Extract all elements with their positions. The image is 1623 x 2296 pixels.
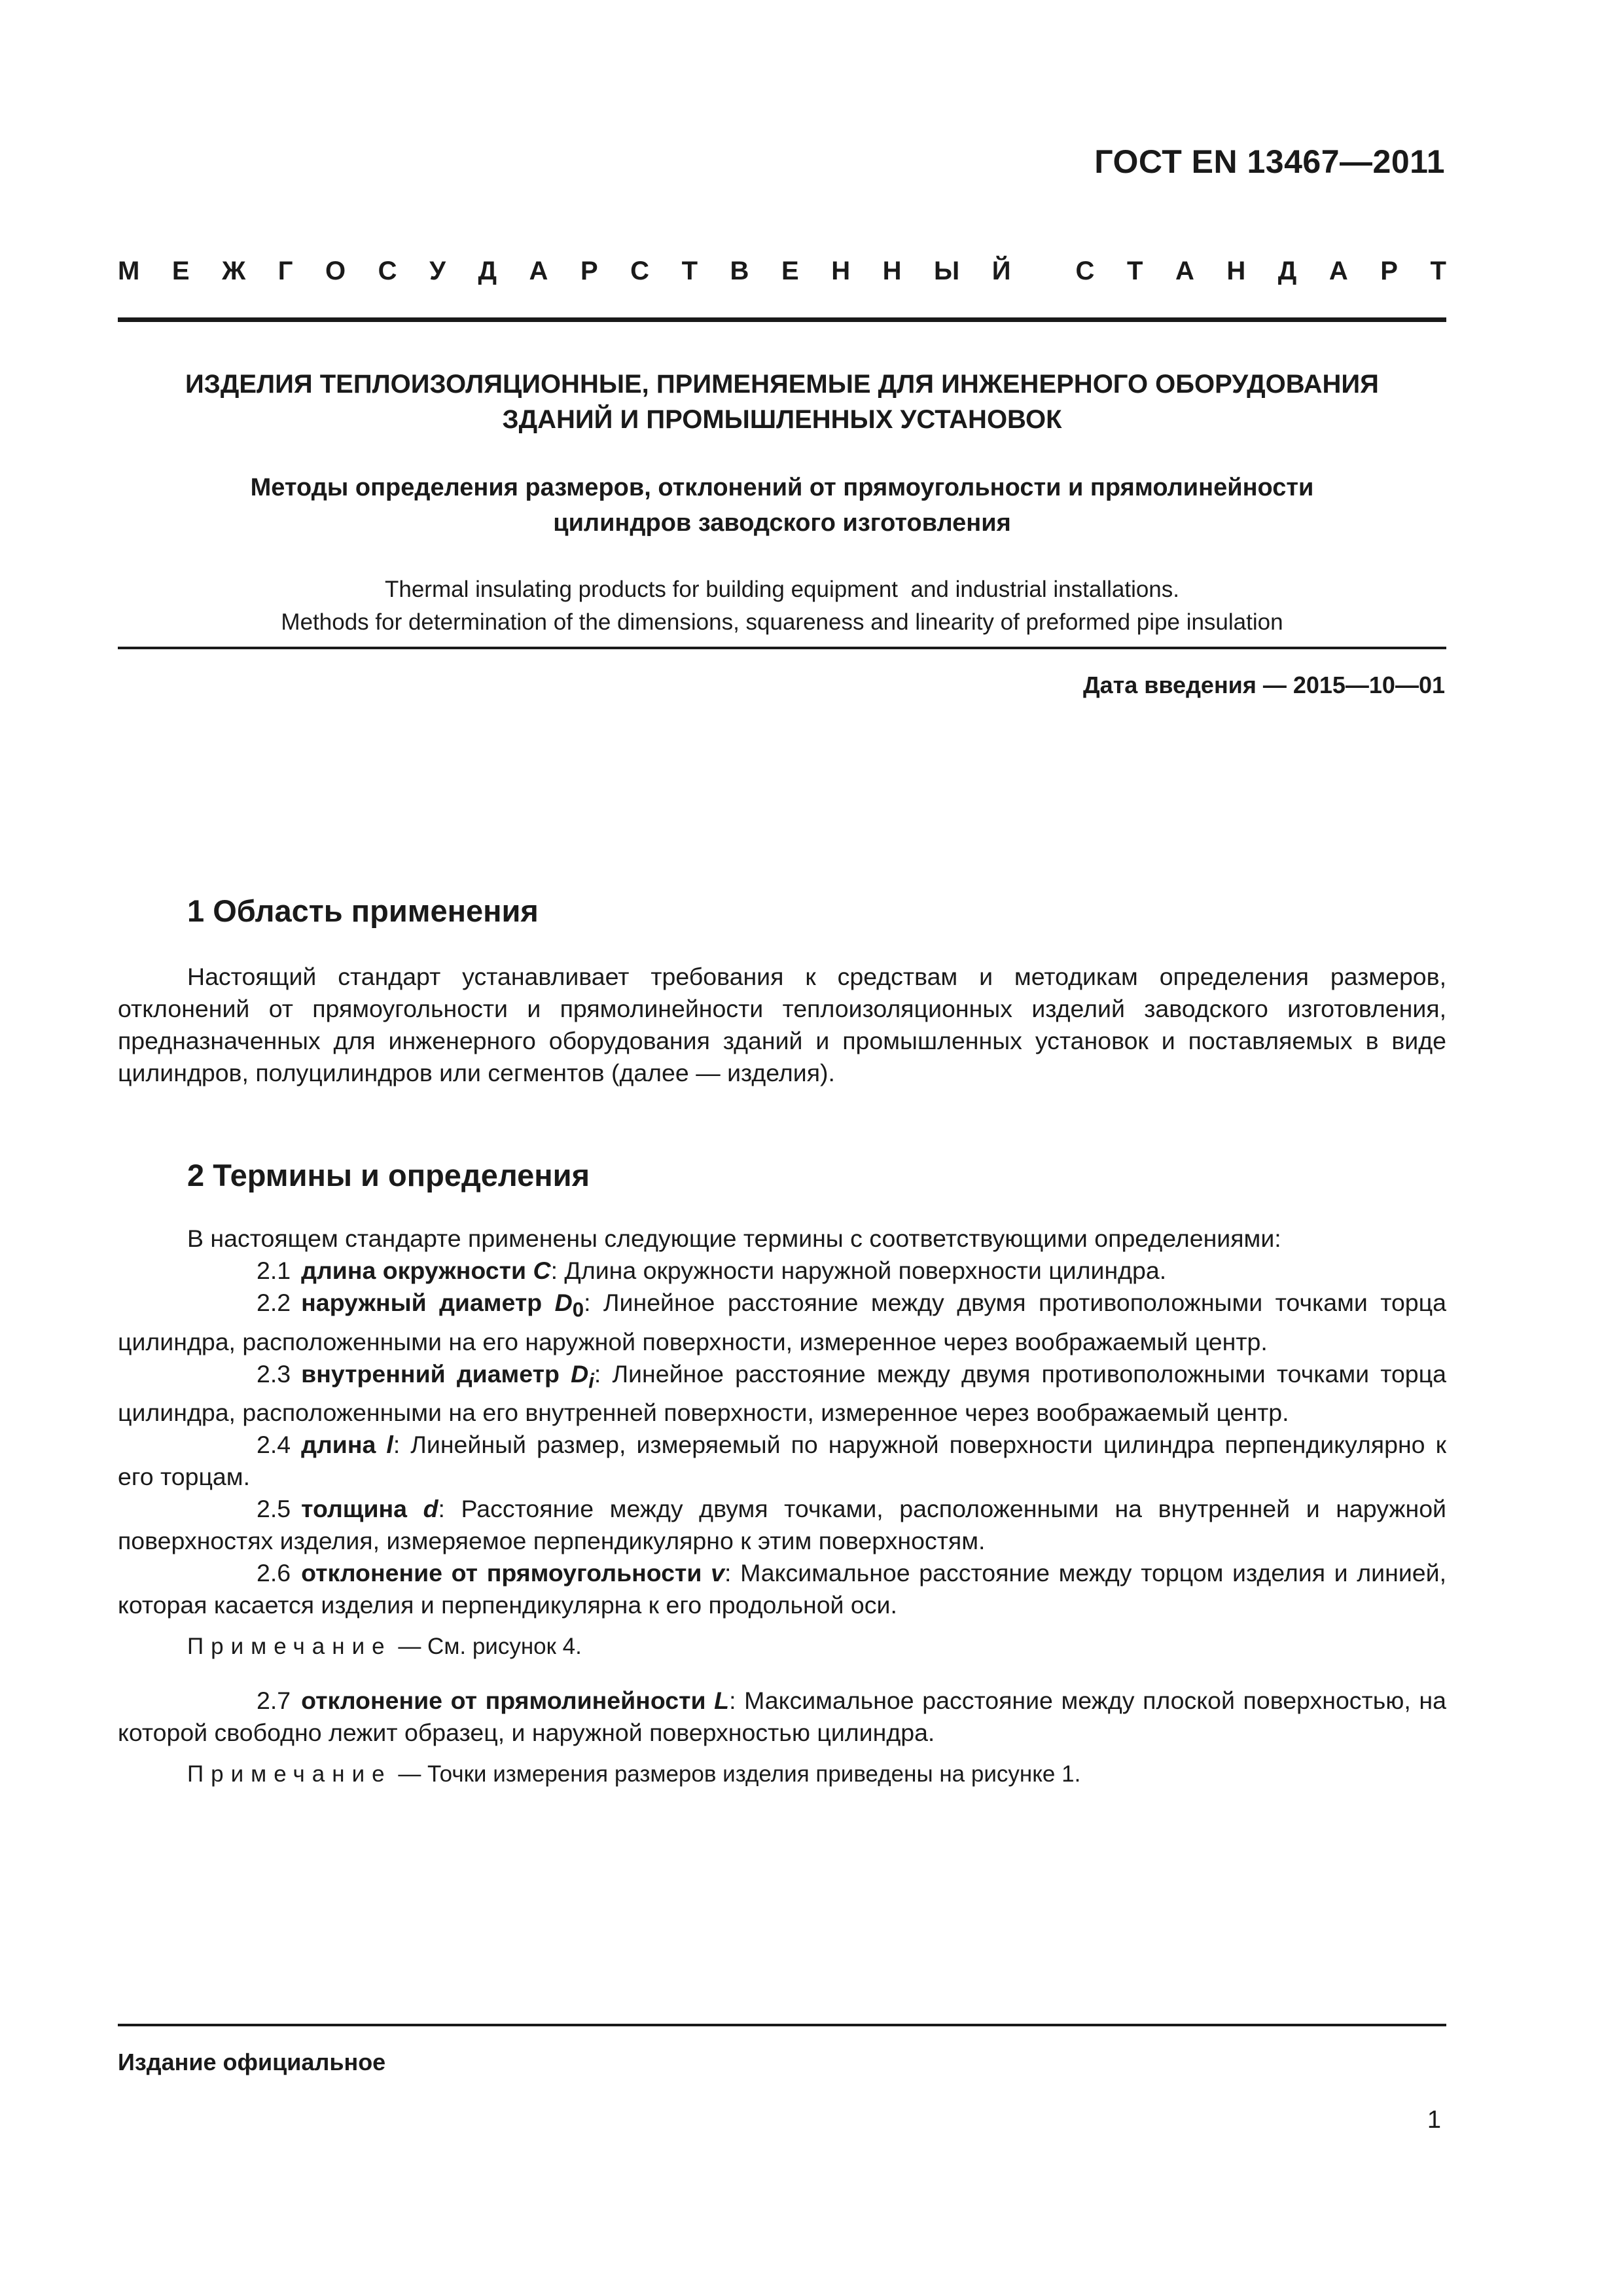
term-number: 2.1 (257, 1257, 291, 1284)
section-1-body (118, 961, 1446, 1089)
term-symbol-subscript: i (588, 1369, 594, 1392)
official-edition-label: Издание официальное (118, 2049, 386, 2075)
title-line: ЗДАНИЙ И ПРОМЫШЛЕННЫХ УСТАНОВОК (502, 405, 1062, 434)
section-2-body (118, 1223, 1446, 1790)
term-name: отклонение от прямоугольности v (301, 1559, 725, 1587)
banner-letter: А (1175, 257, 1194, 285)
banner-letter: А (1329, 257, 1348, 285)
banner-letter: С (630, 257, 650, 285)
term-number: 2.2 (257, 1289, 291, 1316)
term-symbol: D (571, 1359, 589, 1388)
term-symbol: d (423, 1495, 438, 1522)
term-number: 2.5 (257, 1495, 291, 1522)
term-definition (118, 1287, 1446, 1358)
term-number: 2.7 (257, 1687, 291, 1714)
term-text: : Максимальное расстояние между торцом изделия и линией, которая касается изделия и перпендикулярна к его продольной оси. (118, 1559, 1447, 1619)
term-text: : Линейное расстояние между двумя противоположными точками торца цилиндра, расположенными на его наружной поверхности, измеренное через воображаемый центр. (118, 1289, 1447, 1355)
term-definition (118, 1358, 1446, 1429)
banner-letter: О (325, 257, 346, 285)
section-2-heading: 2 Термины и определения (187, 1158, 590, 1193)
interstate-standard-banner (118, 257, 1446, 286)
subtitle-line: цилиндров заводского изготовления (553, 509, 1011, 537)
term-name: внутренний диаметр $D_i$ (301, 1359, 594, 1392)
term-definition (118, 1255, 1446, 1287)
banner-letter: А (529, 257, 548, 285)
header-rule (118, 317, 1446, 322)
term-number: 2.3 (257, 1359, 291, 1388)
term-name: наружный диаметр $D_0$ (301, 1289, 584, 1321)
term-text: : Линейный размер, измеряемый по наружной поверхности цилиндра перпендикулярно к его торцам. (118, 1431, 1446, 1490)
terms-intro: В настоящем стандарте применены следующие термины с соответствующими определениями: (187, 1225, 1281, 1252)
banner-letter: Т (681, 257, 698, 285)
term-definition (118, 1557, 1446, 1621)
document-code: ГОСТ EN 13467—2011 (1094, 143, 1445, 180)
banner-letter: Т (1126, 257, 1143, 285)
term-symbol: D (554, 1289, 573, 1316)
english-title (118, 573, 1446, 639)
title-line: ИЗДЕЛИЯ ТЕПЛОИЗОЛЯЦИОННЫЕ, ПРИМЕНЯЕМЫЕ ДЛЯ ИНЖЕНЕРНОГО ОБОРУДОВАНИЯ (185, 370, 1379, 399)
subtitle-line: Методы определения размеров, отклонений от прямоугольности и прямолинейности (250, 474, 1314, 501)
note-label: Примечание (187, 1634, 392, 1659)
note-text: — См. рисунок 4. (391, 1634, 582, 1659)
term-symbol-subscript: 0 (572, 1298, 584, 1321)
banner-letter: С (378, 257, 397, 285)
footer-rule (118, 2024, 1446, 2026)
note-text: — Точки измерения размеров изделия приведены на рисунке 1. (391, 1761, 1081, 1787)
term-symbol: C (533, 1257, 551, 1284)
banner-letter: С (1075, 257, 1095, 285)
note-label: Примечание (187, 1761, 392, 1787)
terms-list (118, 1255, 1446, 1621)
banner-letter: Т (1430, 257, 1446, 285)
section-1-heading: 1 Область применения (187, 893, 539, 928)
banner-letter: Й (991, 257, 1011, 285)
banner-letter: Д (1277, 257, 1297, 285)
title-rule (118, 647, 1446, 649)
term-name: длина l (301, 1431, 393, 1458)
banner-letter: Д (478, 257, 497, 285)
banner-letter: Ж (222, 257, 246, 285)
note-1 (118, 1630, 1446, 1662)
term-definition (118, 1429, 1446, 1493)
banner-letter: Р (580, 257, 598, 285)
term-text: : Длина окружности наружной поверхности цилиндра. (550, 1257, 1167, 1284)
term-name: отклонение от прямолинейности L (301, 1687, 730, 1714)
banner-letter: Н (882, 257, 902, 285)
note-2 (118, 1758, 1446, 1790)
term-number: 2.4 (257, 1431, 291, 1458)
term-text: : Максимальное расстояние между плоской поверхностью, на которой свободно лежит образец, и наружной поверхностью цилиндра. (118, 1687, 1446, 1746)
english-title-line: Thermal insulating products for building equipment and industrial installations. (384, 577, 1179, 602)
banner-letter: Н (1226, 257, 1246, 285)
term-definition (118, 1685, 1446, 1749)
scope-paragraph: Настоящий стандарт устанавливает требования к средствам и методикам определения размеров, отклонений от прямоугольности и прямолинейности теплоизоляционных изделий заводского изготовления, предназначенных для инженерного оборудования зданий и промышленных установок и поставляемых в виде цилиндров, полуцилиндров или сегментов (далее — изделия). (118, 963, 1446, 1086)
term-name: длина окружности C (301, 1257, 551, 1284)
introduction-date: Дата введения — 2015—10—01 (1082, 672, 1445, 698)
document-subtitle (118, 470, 1446, 541)
banner-letter: Ы (934, 257, 960, 285)
english-title-line: Methods for determination of the dimensions, squareness and linearity of preformed pipe insulation (281, 609, 1283, 635)
banner-letter: Е (171, 257, 190, 285)
document-title (118, 367, 1446, 437)
term-text: : Расстояние между двумя точками, расположенными на внутренней и наружной поверхностях изделия, измеряемое перпендикулярно к этим поверхностям. (118, 1495, 1446, 1554)
term-definition (118, 1493, 1446, 1557)
banner-letter: В (730, 257, 749, 285)
term-name: толщина d (301, 1495, 438, 1522)
banner-letter: М (118, 257, 140, 285)
term-symbol: l (386, 1431, 393, 1458)
term-symbol: v (711, 1559, 725, 1587)
term-text: : Линейное расстояние между двумя противоположными точками торца цилиндра, расположенными на его внутренней поверхности, измеренное через воображаемый центр. (118, 1359, 1446, 1426)
banner-letter: У (429, 257, 446, 285)
banner-letter: Г (277, 257, 293, 285)
banner-letter: Н (831, 257, 851, 285)
term-symbol: L (714, 1687, 730, 1714)
banner-letter: Е (781, 257, 799, 285)
banner-letter: Р (1380, 257, 1398, 285)
term-number: 2.6 (257, 1559, 291, 1587)
page-number: 1 (1427, 2106, 1441, 2134)
